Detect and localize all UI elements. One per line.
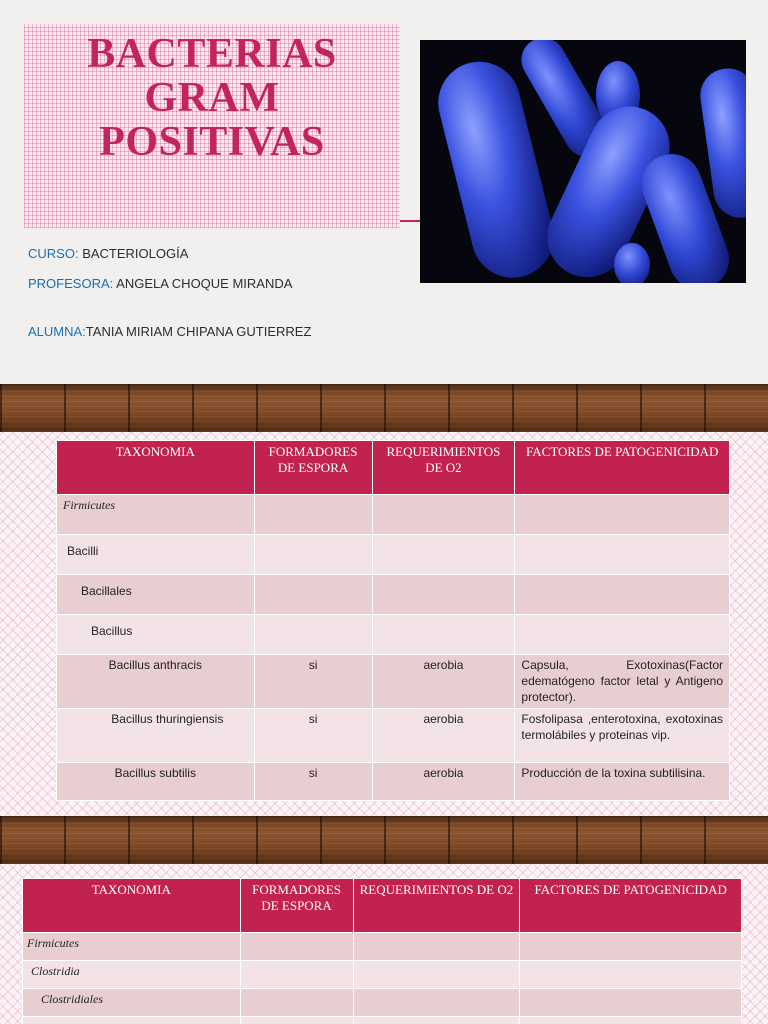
taxon-cell (23, 1017, 241, 1024)
spore-cell (240, 1017, 353, 1024)
oxygen-cell (353, 1017, 520, 1024)
taxonomy-table-1 (56, 440, 730, 801)
spore-cell: si (254, 655, 372, 709)
table-row (57, 575, 730, 615)
factors-cell (520, 933, 742, 961)
factors-cell: Producción de la toxina subtilisina. (515, 763, 730, 801)
table-row (23, 1017, 742, 1024)
wood-divider (0, 816, 768, 864)
spore-cell (254, 575, 372, 615)
oxygen-cell (353, 961, 520, 989)
taxon-cell: Bacilli (57, 535, 255, 575)
oxygen-cell (372, 535, 515, 575)
factors-cell: Fosfolipasa ,enterotoxina, exotoxinas termolábiles y proteinas vip. (515, 709, 730, 763)
factors-cell (520, 961, 742, 989)
factors-cell (520, 1017, 742, 1024)
header-factores: FACTORES DE PATOGENICIDAD (520, 879, 742, 933)
header-formadores: FORMADORES DE ESPORA (240, 879, 353, 933)
table-row (57, 495, 730, 535)
spore-cell: si (254, 763, 372, 801)
taxon-cell: Bacillus (57, 615, 255, 655)
oxygen-cell: aerobia (372, 709, 515, 763)
factors-cell (515, 535, 730, 575)
title-box (24, 24, 400, 228)
oxygen-cell: aerobia (372, 655, 515, 709)
factors-cell: Capsula, Exotoxinas(Factor edematógeno factor letal y Antigeno protector). (515, 655, 730, 709)
oxygen-cell (353, 989, 520, 1017)
oxygen-cell (372, 615, 515, 655)
spore-cell (240, 989, 353, 1017)
taxon-cell: Clostridia (23, 961, 241, 989)
taxon-cell: Firmicutes (57, 495, 255, 535)
taxon-cell: Bacillus anthracis (57, 655, 255, 709)
table-slide-2 (0, 864, 768, 1024)
professor-value: ANGELA CHOQUE MIRANDA (116, 276, 293, 291)
spore-cell (240, 933, 353, 961)
taxon-cell: Bacillus subtilis (57, 763, 255, 801)
taxonomy-table-2 (22, 878, 742, 1024)
title-divider (400, 220, 422, 222)
course-label: CURSO: (28, 246, 79, 261)
professor-label: PROFESORA: (28, 276, 114, 291)
oxygen-cell (372, 495, 515, 535)
taxon-cell: Clostridiales (23, 989, 241, 1017)
table-row (23, 989, 742, 1017)
taxon-cell: Bacillales (57, 575, 255, 615)
table-row (57, 763, 730, 801)
table-row (57, 535, 730, 575)
header-taxonomia: TAXONOMIA (23, 879, 241, 933)
bacteria-photo (420, 40, 746, 283)
taxon-cell: Bacillus thuringiensis (57, 709, 255, 763)
course-value: BACTERIOLOGÍA (82, 246, 189, 261)
taxon-cell: Firmicutes (23, 933, 241, 961)
factors-cell (520, 989, 742, 1017)
header-formadores: FORMADORES DE ESPORA (254, 441, 372, 495)
header-requerimientos: REQUERIMIENTOS DE O2 (372, 441, 515, 495)
factors-cell (515, 495, 730, 535)
student-value: TANIA MIRIAM CHIPANA GUTIERREZ (85, 324, 312, 339)
title-line-2: GRAM (144, 75, 280, 121)
student-label: ALUMNA: (28, 324, 86, 339)
factors-cell (515, 615, 730, 655)
table-row (57, 655, 730, 709)
header-requerimientos: REQUERIMIENTOS DE O2 (353, 879, 520, 933)
professor-line (28, 276, 292, 291)
student-line (28, 324, 311, 339)
spore-cell (240, 961, 353, 989)
header-factores: FACTORES DE PATOGENICIDAD (515, 441, 730, 495)
table-row (57, 615, 730, 655)
table-row (23, 933, 742, 961)
table-row (23, 961, 742, 989)
course-line (28, 246, 188, 261)
table-row (57, 709, 730, 763)
title-slide (0, 0, 768, 384)
title-line-1: BACTERIAS (87, 31, 337, 77)
spore-cell (254, 615, 372, 655)
spore-cell: si (254, 709, 372, 763)
oxygen-cell (353, 933, 520, 961)
title-line-3: POSITIVAS (99, 119, 325, 165)
wood-divider (0, 384, 768, 432)
spore-cell (254, 535, 372, 575)
oxygen-cell (372, 575, 515, 615)
header-taxonomia: TAXONOMIA (57, 441, 255, 495)
spore-cell (254, 495, 372, 535)
table-slide-1 (0, 432, 768, 816)
oxygen-cell: aerobia (372, 763, 515, 801)
factors-cell (515, 575, 730, 615)
